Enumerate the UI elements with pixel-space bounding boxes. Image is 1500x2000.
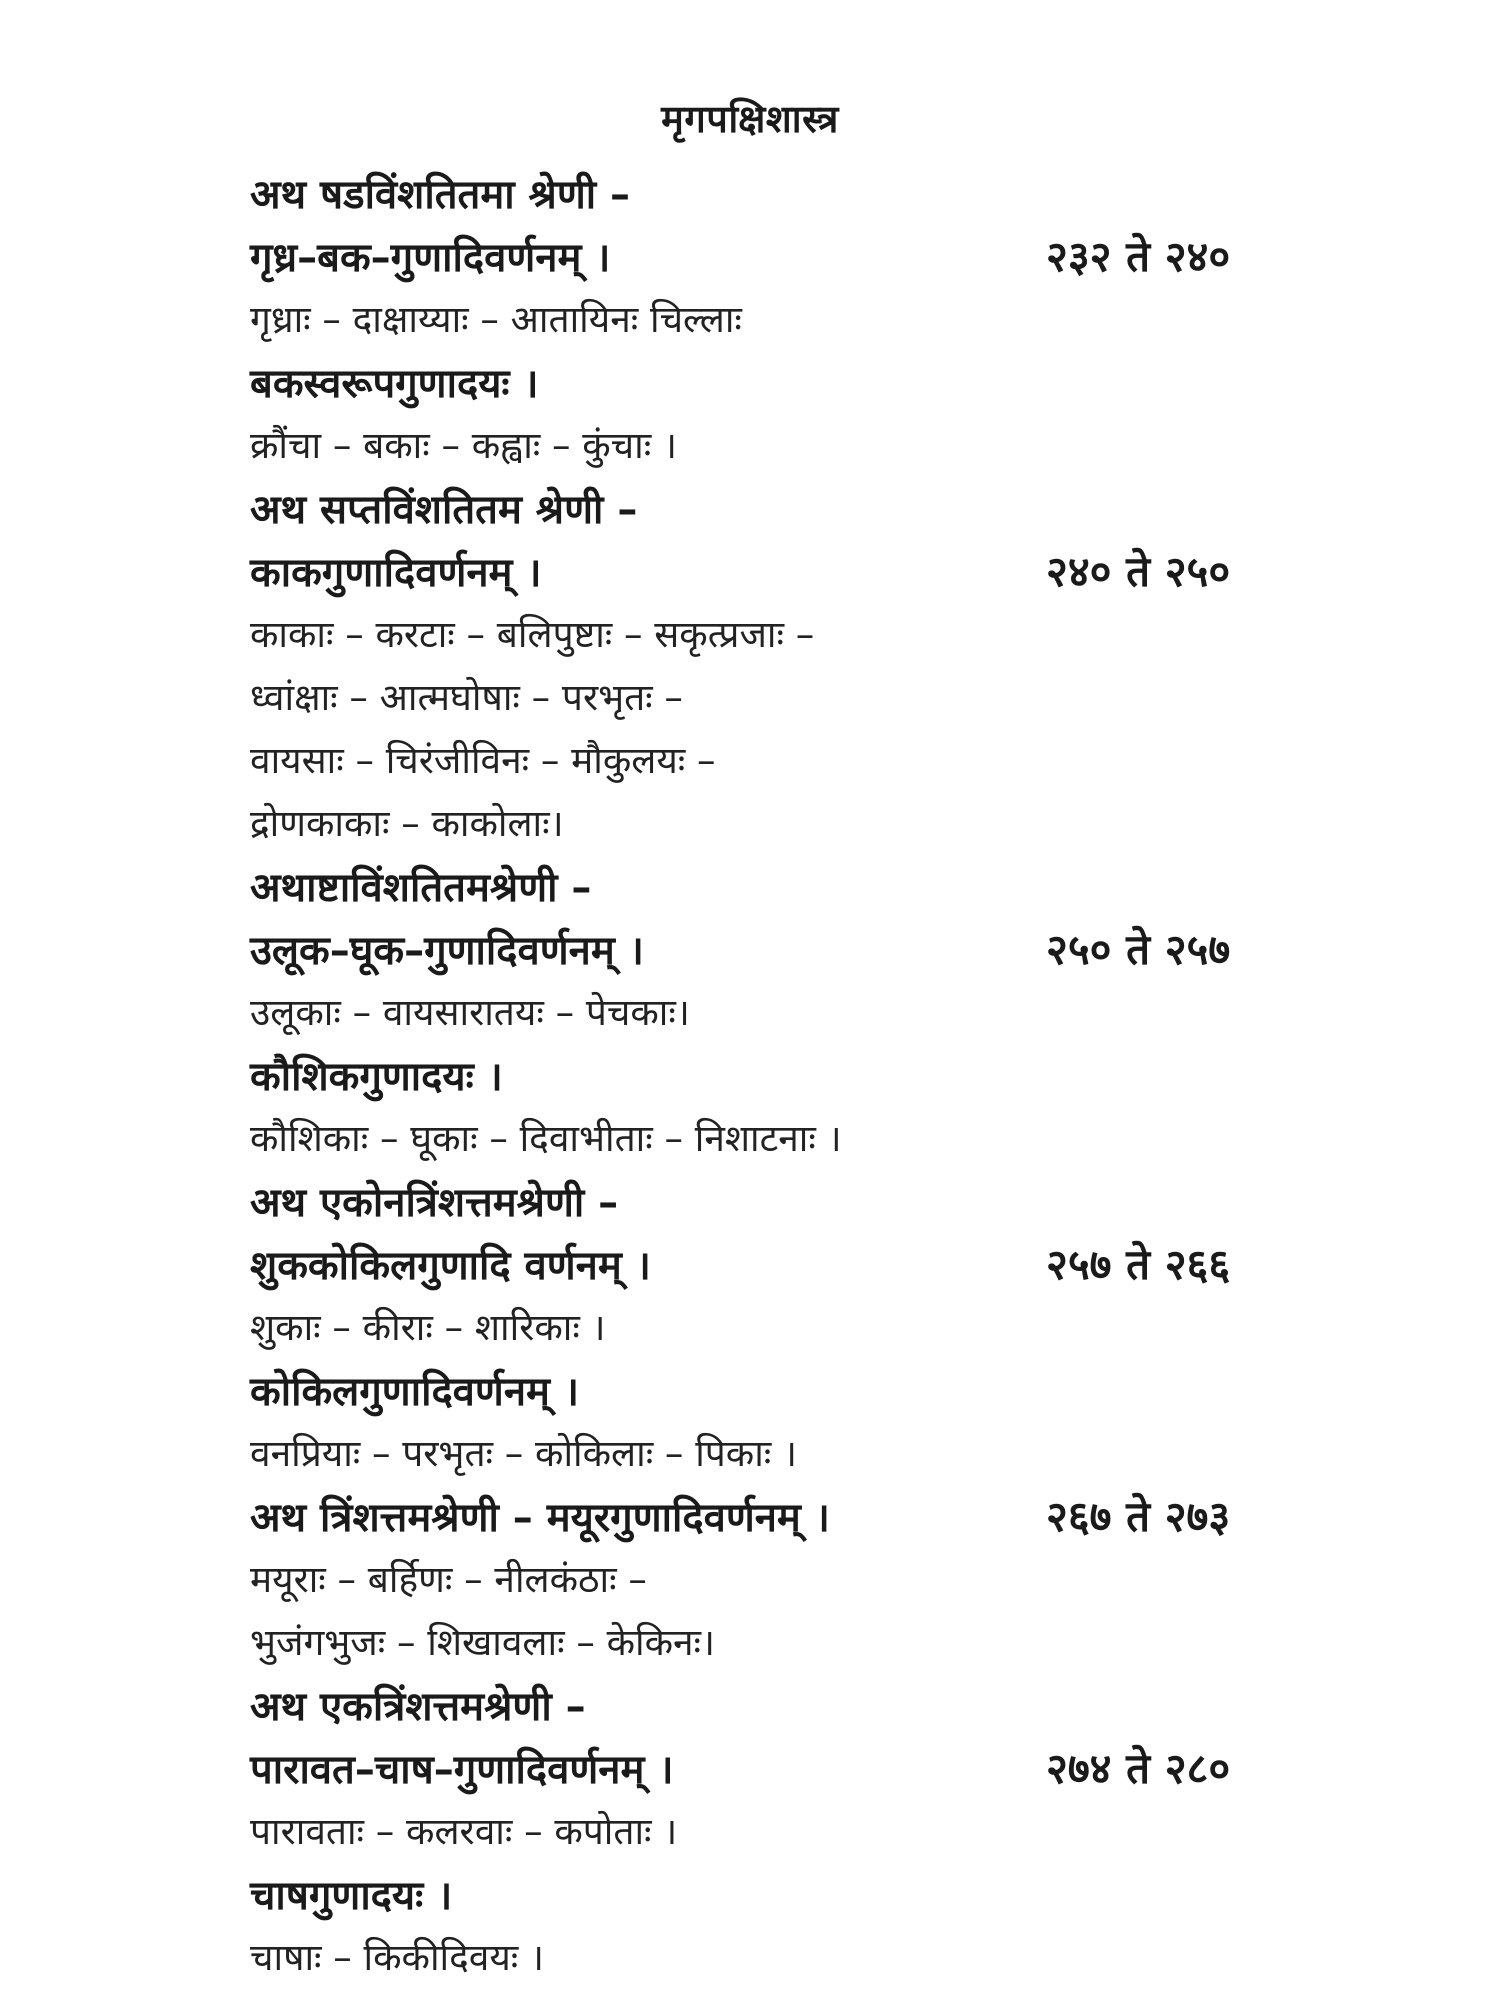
page-range: २५७ ते २६६ <box>1046 1240 1231 1289</box>
section-heading: अथ सप्तविंशतितम श्रेणी – <box>250 487 638 533</box>
page-range: २६७ ते २७३ <box>1046 1492 1231 1541</box>
section-heading: गृध्र–बक–गुणादिवर्णनम् । <box>250 235 611 281</box>
synonym-list: वायसाः – चिरंजीविनः – मौकुलयः – <box>250 739 716 782</box>
section-heading: अथ एकोनत्रिंशत्तमश्रेणी – <box>250 1180 619 1226</box>
synonym-list: काकाः – करटाः – बलिपुष्टाः – सकृत्प्रजाः – <box>250 613 815 656</box>
synonym-list: द्रोणकाकाः – काकोलाः। <box>250 802 564 845</box>
synonym-list: ध्वांक्षाः – आत्मघोषाः – परभृतः – <box>250 676 683 719</box>
synonym-list: मयूराः – बर्हिणः – नीलकंठाः – <box>250 1558 647 1601</box>
synonym-list: गृध्राः – दाक्षाय्याः – आतायिनः चिल्लाः <box>250 298 742 341</box>
section-heading: कौशिकगुणादयः । <box>250 1054 503 1100</box>
running-head: मृगपक्षिशास्त्र <box>661 97 839 141</box>
section-heading: उलूक–घूक–गुणादिवर्णनम् । <box>250 928 644 974</box>
section-heading: पारावत–चाष–गुणादिवर्णनम् । <box>250 1747 674 1793</box>
synonym-list: पारावताः – कलरवाः – कपोताः । <box>250 1810 678 1853</box>
section-heading: कोकिलगुणादिवर्णनम् । <box>250 1369 580 1415</box>
synonym-list: कौशिकाः – घूकाः – दिवाभीताः – निशाटनाः । <box>250 1117 842 1160</box>
synonym-list: क्रौंचा – बकाः – कह्वाः – कुंचाः । <box>250 424 678 467</box>
section-heading: अथ षडविंशतितमा श्रेणी – <box>250 172 631 218</box>
section-heading: अथाष्टाविंशतितमश्रेणी – <box>250 865 592 911</box>
page-range: २७४ ते २८० <box>1046 1744 1231 1793</box>
page-range: २३२ ते २४० <box>1046 232 1231 281</box>
synonym-list: चाषाः – किकीदिवयः । <box>250 1936 545 1979</box>
page-range: २५० ते २५७ <box>1046 925 1231 974</box>
section-heading: चाषगुणादयः । <box>250 1873 453 1919</box>
section-heading: बकस्वरूपगुणादयः । <box>250 361 539 407</box>
synonym-list: भुजंगभुजः – शिखावलाः – केकिनः। <box>250 1621 716 1664</box>
page-range: २४० ते २५० <box>1046 547 1231 596</box>
section-heading: काकगुणादिवर्णनम् । <box>250 550 542 596</box>
synonym-list: शुकाः – कीराः – शारिकाः । <box>250 1306 606 1349</box>
section-heading: अथ एकत्रिंशत्तमश्रेणी – <box>250 1684 586 1730</box>
synonym-list: उलूकाः – वायसारातयः – पेचकाः। <box>250 991 690 1034</box>
section-heading: शुककोकिलगुणादि वर्णनम् । <box>250 1243 651 1289</box>
synonym-list: वनप्रियाः – परभृतः – कोकिलाः – पिकाः । <box>250 1432 798 1475</box>
section-heading: अथ त्रिंशत्तमश्रेणी – मयूरगुणादिवर्णनम् । <box>250 1495 830 1541</box>
